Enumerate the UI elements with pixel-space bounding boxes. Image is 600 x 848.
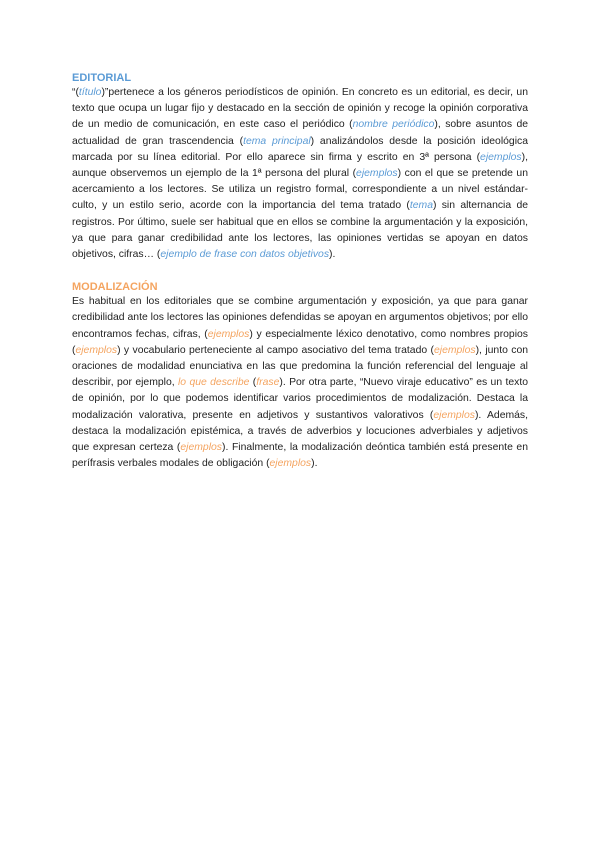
body-text: ( — [249, 377, 257, 389]
body-text: “( — [72, 87, 79, 98]
body-text: ). — [329, 249, 336, 261]
placeholder-text: frase — [256, 377, 280, 389]
body-text: Es habitual en los editoriales que se combine argumentación y exposición, ya que para ganar credibilidad ante los lectores las opiniones defendidas se apoyan en argumentos objetivos; por ello encontramos fechas, cifras, ( — [72, 296, 528, 340]
placeholder-text: ejemplo de frase con datos objetivos — [160, 249, 330, 261]
editorial-paragraph — [72, 85, 528, 263]
placeholder-text: ejemplos — [434, 344, 476, 356]
placeholder-text: ejemplos — [433, 409, 475, 421]
placeholder-text: ejemplos — [207, 328, 250, 340]
body-text: ) y especialmente léxico denotativo, como nombres propios ( — [72, 328, 528, 356]
body-text: ). — [311, 458, 318, 470]
placeholder-text: nombre periódico — [352, 119, 435, 131]
placeholder-text: lo que describe — [177, 377, 250, 389]
placeholder-text: ejemplos — [269, 458, 312, 470]
placeholder-text: tema — [409, 200, 433, 212]
body-text: )”pertenece a los géneros periodísticos de opinión. En concreto es un editorial, es decir, un texto que ocupa un lugar fijo y destacado en la sección de opinión y recoge la opinión corporativa de un medio de comunicación, en este caso el periódico ( — [72, 87, 528, 131]
body-text: ), junto con oraciones de modalidad enunciativa en las que predomina la función referencial del lenguaje al describir, por ejemplo, — [72, 344, 529, 389]
placeholder-text: ejemplos — [480, 151, 522, 163]
placeholder-text: ejemplos — [75, 344, 118, 356]
body-text: ) sin alternancia de registros. Por último, suele ser habitual que en ellos se combine la argumentación y la exposición, ya que para ganar credibilidad ante los lectores, las opiniones vertidas se apoyan en datos objetivos, cifras… ( — [72, 200, 528, 261]
placeholder-text: tema principal — [243, 135, 311, 147]
body-text: ). Además, destaca la modalización epistémica, a través de adverbios y locuciones adverbiales y adjetivos que expresan certeza ( — [72, 409, 528, 454]
body-text: ). Por otra parte, “Nuevo viraje educativo” es un texto de opinión, por lo que podemos identificar varios procedimientos de modalización. Destaca la modalización valorativa, presente en adjetivos y sustantivos valorativos ( — [72, 377, 529, 421]
body-text: ). Finalmente, la modalización deóntica también está presente en perífrasis verbales modales de obligación ( — [72, 442, 528, 470]
modalizacion-paragraph — [72, 294, 528, 472]
body-text: ), sobre asuntos de actualidad de gran trascendencia ( — [72, 119, 529, 147]
placeholder-text: ejemplos — [180, 442, 222, 454]
body-text: ), aunque observemos un ejemplo de la 1ª persona del plural ( — [72, 151, 528, 180]
modalizacion-heading: MODALIZACIÓN — [72, 281, 158, 294]
body-text: ) y vocabulario perteneciente al campo asociativo del tema tratado ( — [117, 344, 434, 356]
document-page — [72, 72, 528, 472]
body-text: ) analizándolos desde la posición ideológica marcada por su línea editorial. Por ello aparece sin firma y escrito en 3ª persona ( — [72, 135, 528, 163]
placeholder-text: ejemplos — [356, 168, 398, 180]
editorial-heading: EDITORIAL — [72, 72, 132, 84]
body-text: ) con el que se pretende un acercamiento a los lectores. Se utiliza un registro formal, correspondiente a un nivel estándar-culto, y un estilo serio, acorde con la importancia del tema tratado ( — [72, 168, 528, 212]
placeholder-text: título — [78, 87, 102, 98]
